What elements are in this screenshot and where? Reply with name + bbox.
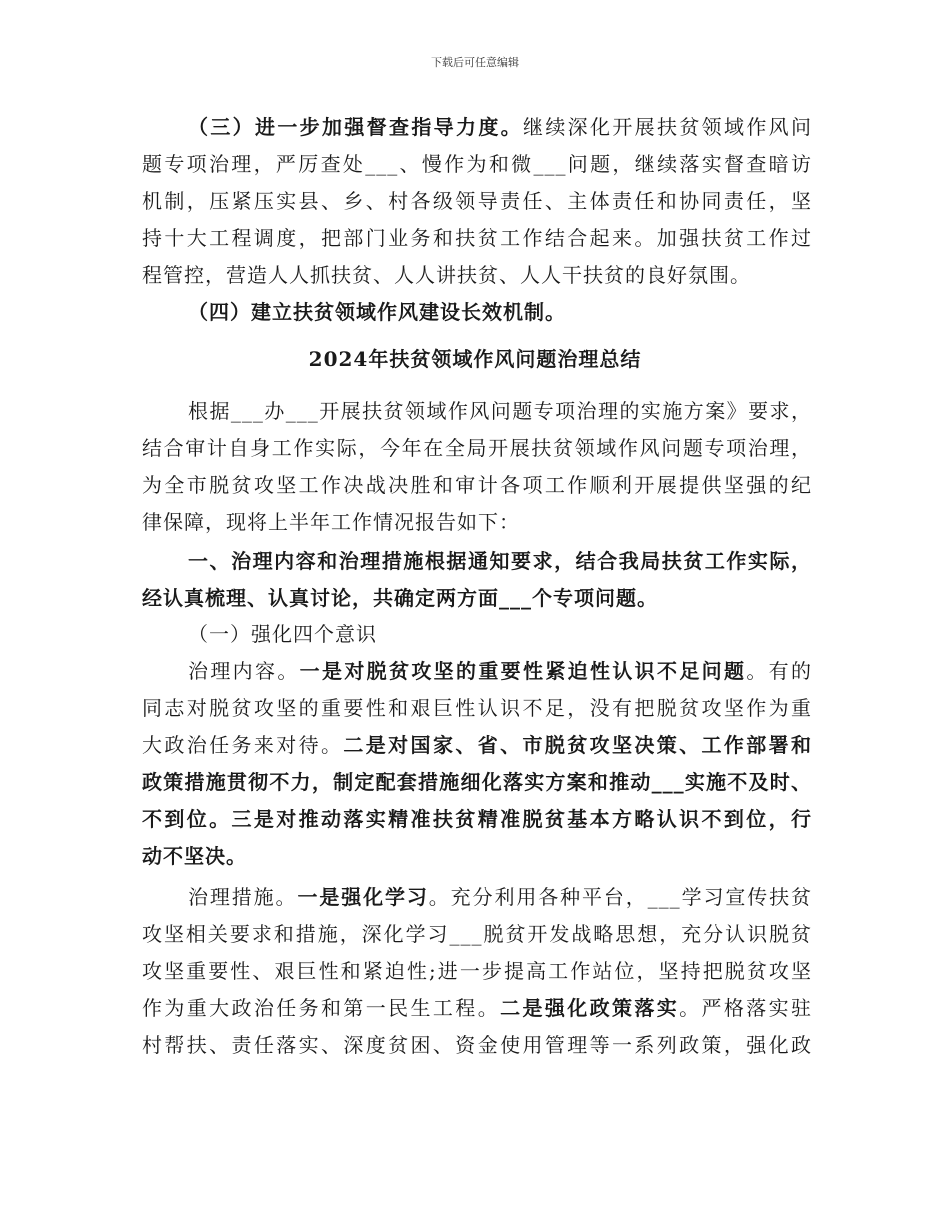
bold-text: 二是强化政策落实 bbox=[500, 996, 680, 1020]
text-line: 攻坚重要性、艰巨性和紧迫性;进一步提高工作站位，坚持把脱贫攻坚 bbox=[142, 959, 812, 983]
text-line: 结合审计自身工作实际，今年在全局开展扶贫领域作风问题专项治理， bbox=[142, 436, 812, 460]
text-line bbox=[188, 657, 812, 685]
line-text: 继续深化开展扶贫领域作风问 bbox=[523, 115, 812, 139]
document-title: 2024年扶贫领域作风问题治理总结 bbox=[308, 347, 642, 371]
text-line: 攻坚相关要求和措施，深化学习___脱贫开发战略思想，充分认识脱贫 bbox=[142, 922, 812, 946]
text-line: 政策措施贯彻不力，制定配套措施细化落实方案和推动___实施不及时、 bbox=[142, 770, 812, 794]
text-line: 动不坚决。 bbox=[142, 844, 247, 868]
text-line bbox=[142, 994, 812, 1022]
text-line: 村帮扶、责任落实、深度贫困、资金使用管理等一系列政策，强化政 bbox=[142, 1033, 812, 1057]
line-text: 治理内容。 bbox=[188, 659, 300, 683]
line-text: 治理措施。 bbox=[188, 885, 298, 909]
text-line bbox=[188, 113, 812, 141]
text-line: 不到位。三是对推动落实精准扶贫精准脱贫基本方略认识不到位，行 bbox=[142, 807, 812, 831]
line-text: 大政治任务来对待。 bbox=[142, 733, 344, 757]
bold-heading: （三）进一步加强督查指导力度。 bbox=[188, 115, 523, 139]
text-line: 同志对脱贫攻坚的重要性和艰巨性认识不足，没有把脱贫攻坚作为重 bbox=[142, 696, 812, 720]
text-line: 律保障，现将上半年工作情况报告如下： bbox=[142, 510, 520, 534]
page-header: 下载后可任意编辑 bbox=[431, 56, 519, 69]
text-line bbox=[188, 883, 812, 911]
section-heading: （四）建立扶贫领域作风建设长效机制。 bbox=[188, 300, 566, 324]
line-text: 。严格落实驻 bbox=[679, 996, 813, 1020]
text-line: 机制，压紧压实县、乡、村各级领导责任、主体责任和协同责任，坚 bbox=[142, 189, 812, 213]
text-line: 题专项治理，严厉查处___、慢作为和微___问题，继续落实督查暗访 bbox=[142, 152, 812, 176]
bold-text: 一是强化学习 bbox=[297, 885, 429, 909]
bold-text: 二是对国家、省、市脱贫攻坚决策、工作部署和 bbox=[343, 733, 813, 757]
text-line: 持十大工程调度，把部门业务和扶贫工作结合起来。加强扶贫工作过 bbox=[142, 226, 812, 250]
subsection-heading: （一）强化四个意识 bbox=[188, 622, 377, 646]
text-line bbox=[142, 731, 812, 759]
line-text: 作为重大政治任务和第一民生工程。 bbox=[142, 996, 501, 1020]
line-text: 。充分利用各种平台，___学习宣传扶贫 bbox=[428, 885, 813, 909]
text-line: 根据___办___开展扶贫领域作风问题专项治理的实施方案》要求， bbox=[188, 399, 812, 423]
text-line: 程管控，营造人人抓扶贫、人人讲扶贫、人人干扶贫的良好氛围。 bbox=[142, 263, 751, 287]
bold-text: 一是对脱贫攻坚的重要性紧迫性认识不足问题 bbox=[299, 659, 747, 683]
section-heading: 经认真梳理、认真讨论，共确定两方面___个专项问题。 bbox=[142, 586, 658, 610]
text-line: 为全市脱贫攻坚工作决战决胜和审计各项工作顺利开展提供坚强的纪 bbox=[142, 473, 812, 497]
section-heading: 一、治理内容和治理措施根据通知要求，结合我局扶贫工作实际， bbox=[188, 549, 812, 573]
line-text: 。有的 bbox=[746, 659, 813, 683]
